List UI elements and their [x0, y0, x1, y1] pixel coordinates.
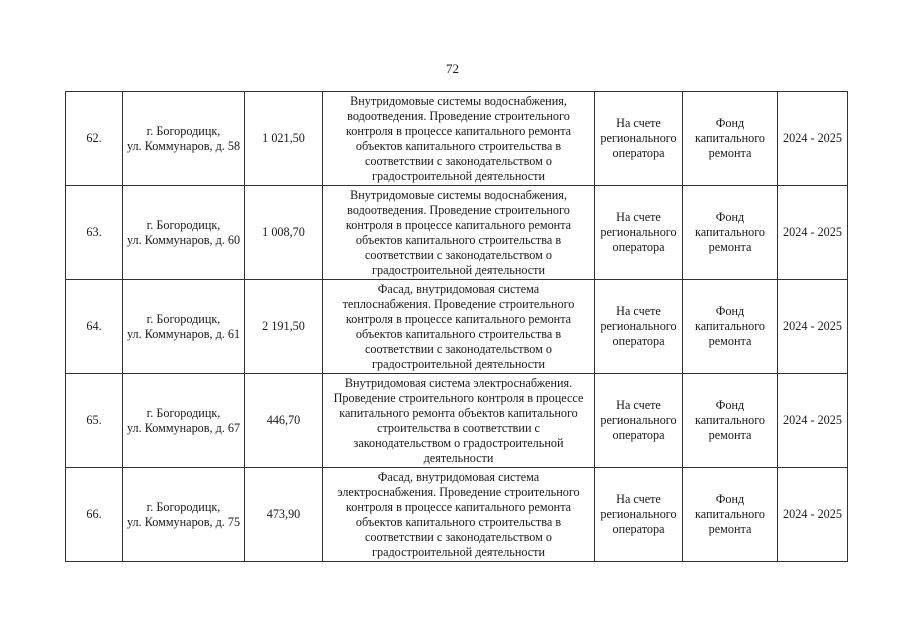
address-city: г. Богородицк, [146, 123, 221, 138]
account-cell [595, 280, 683, 374]
description-line: капитального ремонта объектов капитального [339, 405, 578, 420]
fund-line: ремонта [708, 146, 752, 160]
period-cell: 2024 - 2025 [778, 186, 848, 280]
address-street: ул. Коммунаров, д. 61 [127, 326, 241, 341]
account-line: регионального [600, 225, 677, 239]
description-line: контроля в процессе капитального ремонта [345, 499, 572, 514]
period-cell: 2024 - 2025 [778, 468, 848, 562]
fund-line: Фонд [715, 492, 745, 506]
fund-line: капитального [694, 319, 766, 333]
account-line: На счете [616, 398, 661, 412]
description-line: градостроительной деятельности [371, 168, 546, 183]
description-line: контроля в процессе капитального ремонта [345, 311, 572, 326]
table-row [66, 468, 848, 562]
address-street: ул. Коммунаров, д. 75 [127, 514, 241, 529]
account-cell [595, 468, 683, 562]
address-street: ул. Коммунаров, д. 60 [127, 232, 241, 247]
period-cell: 2024 - 2025 [778, 374, 848, 468]
table-row [66, 186, 848, 280]
account-line: оператора [612, 522, 665, 536]
address-cell [123, 92, 245, 186]
area-cell: 2 191,50 [245, 280, 323, 374]
fund-line: ремонта [708, 240, 752, 254]
description-line: соответствии с законодательством о [364, 247, 553, 262]
description-line: законодательством о градостроительной [353, 435, 564, 450]
table-row [66, 92, 848, 186]
area-cell: 446,70 [245, 374, 323, 468]
description-line: Внутридомовые системы водоснабжения, [350, 187, 567, 202]
address-city: г. Богородицк, [146, 217, 221, 232]
area-cell: 473,90 [245, 468, 323, 562]
description-line: контроля в процессе капитального ремонта [345, 123, 572, 138]
fund-line: Фонд [715, 398, 745, 412]
fund-line: капитального [694, 131, 766, 145]
capital-repair-table [65, 91, 848, 562]
address-cell [123, 280, 245, 374]
account-line: оператора [612, 428, 665, 442]
description-line: Внутридомовые системы водоснабжения, [350, 93, 567, 108]
address-cell [123, 374, 245, 468]
period-cell: 2024 - 2025 [778, 92, 848, 186]
description-line: объектов капитального строительства в [355, 514, 562, 529]
fund-cell [683, 374, 778, 468]
fund-cell [683, 92, 778, 186]
account-cell [595, 92, 683, 186]
fund-line: Фонд [715, 210, 745, 224]
fund-line: Фонд [715, 304, 745, 318]
fund-cell [683, 280, 778, 374]
table-row [66, 280, 848, 374]
account-line: На счете [616, 304, 661, 318]
fund-line: ремонта [708, 428, 752, 442]
fund-line: ремонта [708, 334, 752, 348]
row-number: 63. [66, 186, 123, 280]
fund-line: капитального [694, 413, 766, 427]
account-cell [595, 374, 683, 468]
account-line: регионального [600, 131, 677, 145]
address-city: г. Богородицк, [146, 311, 221, 326]
description-line: соответствии с законодательством о [364, 529, 553, 544]
account-cell [595, 186, 683, 280]
row-number: 64. [66, 280, 123, 374]
description-line: Фасад, внутридомовая система [377, 469, 540, 484]
row-number: 66. [66, 468, 123, 562]
fund-line: капитального [694, 225, 766, 239]
description-line: соответствии с законодательством о [364, 341, 553, 356]
description-cell [323, 280, 595, 374]
description-cell [323, 92, 595, 186]
description-cell [323, 374, 595, 468]
fund-line: ремонта [708, 522, 752, 536]
table-row [66, 374, 848, 468]
area-cell: 1 021,50 [245, 92, 323, 186]
row-number: 65. [66, 374, 123, 468]
account-line: оператора [612, 146, 665, 160]
address-cell [123, 468, 245, 562]
description-line: деятельности [423, 450, 494, 465]
description-line: водоотведения. Проведение строительного [347, 202, 570, 217]
description-line: градостроительной деятельности [371, 262, 546, 277]
description-line: градостроительной деятельности [371, 544, 546, 559]
description-line: градостроительной деятельности [371, 356, 546, 371]
account-line: оператора [612, 334, 665, 348]
description-line: объектов капитального строительства в [355, 232, 562, 247]
description-line: теплоснабжения. Проведение строительного [342, 296, 575, 311]
description-line: соответствии с законодательством о [364, 153, 553, 168]
address-street: ул. Коммунаров, д. 67 [127, 420, 241, 435]
description-line: строительства в соответствии с [377, 420, 540, 435]
account-line: регионального [600, 413, 677, 427]
account-line: На счете [616, 210, 661, 224]
description-line: Фасад, внутридомовая система [377, 281, 540, 296]
fund-cell [683, 468, 778, 562]
page-number: 72 [446, 61, 459, 76]
address-cell [123, 186, 245, 280]
description-line: электроснабжения. Проведение строительного [337, 484, 580, 499]
area-cell: 1 008,70 [245, 186, 323, 280]
address-city: г. Богородицк, [146, 499, 221, 514]
description-cell [323, 186, 595, 280]
account-line: оператора [612, 240, 665, 254]
description-line: контроля в процессе капитального ремонта [345, 217, 572, 232]
description-line: водоотведения. Проведение строительного [347, 108, 570, 123]
account-line: На счете [616, 492, 661, 506]
table-body [66, 92, 848, 562]
account-line: регионального [600, 319, 677, 333]
period-cell: 2024 - 2025 [778, 280, 848, 374]
row-number: 62. [66, 92, 123, 186]
description-line: Внутридомовая система электроснабжения. [344, 375, 573, 390]
description-line: объектов капитального строительства в [355, 326, 562, 341]
fund-line: капитального [694, 507, 766, 521]
address-city: г. Богородицк, [146, 405, 221, 420]
fund-cell [683, 186, 778, 280]
fund-line: Фонд [715, 116, 745, 130]
account-line: На счете [616, 116, 661, 130]
address-street: ул. Коммунаров, д. 58 [127, 138, 241, 153]
description-line: объектов капитального строительства в [355, 138, 562, 153]
description-line: Проведение строительного контроля в процессе [333, 390, 584, 405]
description-cell [323, 468, 595, 562]
account-line: регионального [600, 507, 677, 521]
